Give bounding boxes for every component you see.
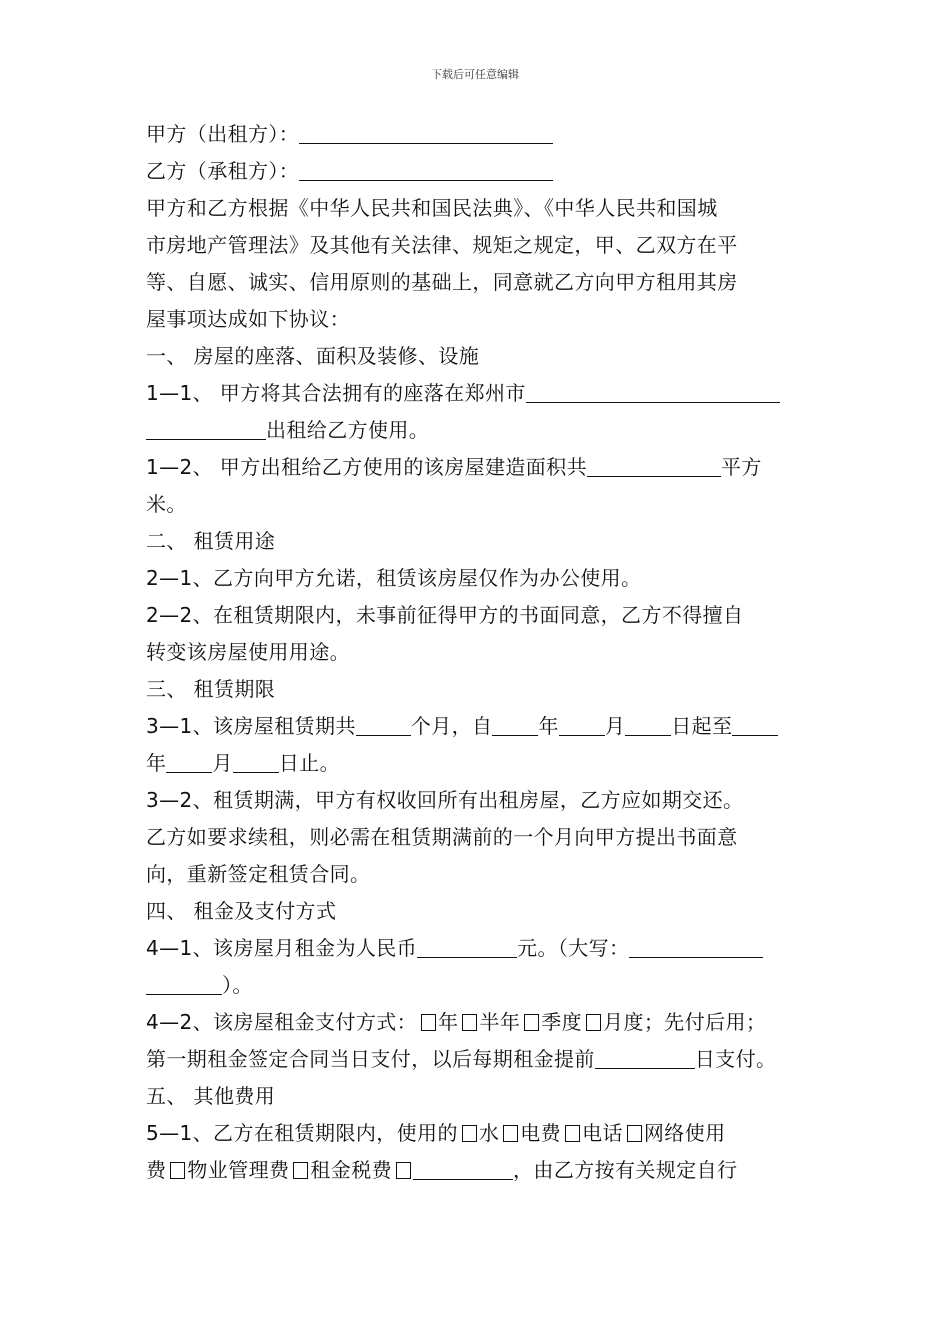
clause-4-1-line-2 bbox=[146, 967, 811, 1004]
option-quarter: 季度 bbox=[541, 1010, 583, 1034]
rent-uppercase-blank-1[interactable] bbox=[629, 935, 763, 958]
checkbox-icon[interactable] bbox=[524, 1014, 539, 1031]
months-blank[interactable] bbox=[356, 713, 411, 736]
end-year-blank[interactable] bbox=[732, 713, 778, 736]
party-a-line bbox=[146, 116, 811, 153]
rent-amount-blank[interactable] bbox=[417, 935, 517, 958]
clause-4-2-line-1 bbox=[146, 1004, 811, 1041]
checkbox-icon[interactable] bbox=[396, 1162, 411, 1179]
clause-1-2-unit: 平方 bbox=[721, 455, 762, 479]
checkbox-icon[interactable] bbox=[170, 1162, 185, 1179]
start-month-blank[interactable] bbox=[559, 713, 605, 736]
party-b-label: 乙方（承租方）： bbox=[146, 159, 300, 183]
clause-3-1-line-1 bbox=[146, 708, 811, 745]
other-fee-blank[interactable] bbox=[413, 1157, 513, 1180]
clause-1-1-line-2 bbox=[146, 412, 811, 449]
clause-3-1-line-2 bbox=[146, 745, 811, 782]
option-network: 网络使用 bbox=[643, 1121, 726, 1145]
section-5-heading: 五、 其他费用 bbox=[146, 1084, 276, 1108]
rent-uppercase-blank-2[interactable] bbox=[146, 972, 222, 995]
end-year-label: 年 bbox=[146, 751, 167, 775]
clause-1-2-line-2: 米。 bbox=[146, 492, 187, 516]
clause-5-1-line-1 bbox=[146, 1115, 811, 1152]
clause-4-1-tail: ）。 bbox=[222, 973, 253, 997]
option-month: 月度；先付后用； bbox=[603, 1010, 767, 1034]
clause-1-2-line-1 bbox=[146, 449, 811, 486]
clause-4-2-line-2 bbox=[146, 1041, 811, 1078]
end-month-label: 月 bbox=[212, 751, 233, 775]
clause-2-2-line-1: 2—2、在租赁期限内，未事前征得甲方的书面同意，乙方不得擅自 bbox=[146, 603, 744, 627]
clause-5-1-tail: ，由乙方按有关规定自行 bbox=[513, 1158, 738, 1182]
option-property-fee: 物业管理费 bbox=[187, 1158, 290, 1182]
page-header: 下载后可任意编辑 bbox=[431, 68, 519, 81]
end-day-blank[interactable] bbox=[233, 750, 279, 773]
clause-3-2-line-3: 向，重新签定租赁合同。 bbox=[146, 862, 371, 886]
preamble-line-4: 屋事项达成如下协议： bbox=[146, 307, 350, 331]
clause-1-2-text: 1—2、 甲方出租给乙方使用的该房屋建造面积共 bbox=[146, 455, 588, 479]
option-water: 水 bbox=[478, 1121, 500, 1145]
option-phone: 电话 bbox=[582, 1121, 623, 1145]
checkbox-icon[interactable] bbox=[462, 1014, 477, 1031]
clause-3-2-line-1: 3—2、租赁期满，甲方有权收回所有出租房屋，乙方应如期交还。 bbox=[146, 788, 744, 812]
advance-days-blank[interactable] bbox=[595, 1046, 695, 1069]
option-half-year: 半年 bbox=[479, 1010, 521, 1034]
party-b-blank[interactable] bbox=[299, 158, 553, 181]
month-label: 月 bbox=[604, 714, 626, 738]
option-network-tail: 费 bbox=[146, 1158, 167, 1182]
start-year-blank[interactable] bbox=[492, 713, 538, 736]
section-4-heading: 四、 租金及支付方式 bbox=[146, 899, 337, 923]
address-blank-1[interactable] bbox=[526, 380, 780, 403]
clause-5-1-text: 5—1、乙方在租赁期限内，使用的 bbox=[146, 1121, 458, 1145]
start-day-blank[interactable] bbox=[625, 713, 671, 736]
clause-4-2-text: 4—2、该房屋租金支付方式： bbox=[146, 1010, 418, 1034]
end-day-label: 日止。 bbox=[278, 751, 341, 775]
preamble-line-3: 等、自愿、诚实、信用原则的基础上，同意就乙方向甲方租用其房 bbox=[146, 270, 738, 294]
from-label: 个月，自 bbox=[410, 714, 493, 738]
clause-1-1-line-1 bbox=[146, 375, 811, 412]
preamble-line-2: 市房地产管理法》及其他有关法律、规矩之规定，甲、乙双方在平 bbox=[146, 233, 738, 257]
section-1-heading: 一、 房屋的座落、面积及装修、设施 bbox=[146, 344, 480, 368]
end-month-blank[interactable] bbox=[166, 750, 212, 773]
option-rent-tax: 租金税费 bbox=[310, 1158, 393, 1182]
checkbox-icon[interactable] bbox=[462, 1125, 477, 1142]
party-a-label: 甲方（出租方）： bbox=[146, 122, 300, 146]
section-3-heading: 三、 租赁期限 bbox=[146, 677, 276, 701]
clause-3-2-line-2: 乙方如要求续租，则必需在租赁期满前的一个月向甲方提出书面意 bbox=[146, 825, 738, 849]
clause-5-1-line-2 bbox=[146, 1152, 811, 1189]
clause-4-1-line-1 bbox=[146, 930, 811, 967]
clause-3-1-text: 3—1、该房屋租赁期共 bbox=[146, 714, 356, 738]
checkbox-icon[interactable] bbox=[627, 1125, 642, 1142]
checkbox-icon[interactable] bbox=[586, 1014, 601, 1031]
option-year: 年 bbox=[438, 1010, 459, 1034]
until-label: 日起至 bbox=[671, 714, 733, 738]
contract-body bbox=[146, 116, 811, 1189]
checkbox-icon[interactable] bbox=[421, 1014, 436, 1031]
clause-4-1-text: 4—1、该房屋月租金为人民币 bbox=[146, 936, 418, 960]
preamble-line-1: 甲方和乙方根据《中华人民共和国民法典》、《中华人民共和国城 bbox=[146, 196, 718, 220]
option-electricity: 电费 bbox=[520, 1121, 562, 1145]
checkbox-icon[interactable] bbox=[565, 1125, 580, 1142]
clause-1-1-text: 1—1、 甲方将其合法拥有的座落在郑州市 bbox=[146, 381, 526, 405]
clause-4-2-text-2: 第一期租金签定合同当日支付，以后每期租金提前 bbox=[146, 1047, 595, 1071]
checkbox-icon[interactable] bbox=[293, 1162, 308, 1179]
year-label: 年 bbox=[538, 714, 559, 738]
section-2-heading: 二、 租赁用途 bbox=[146, 529, 276, 553]
clause-1-1-tail: 出租给乙方使用。 bbox=[266, 418, 430, 442]
checkbox-icon[interactable] bbox=[503, 1125, 518, 1142]
clause-4-2-tail: 日支付。 bbox=[694, 1047, 777, 1071]
uppercase-label: 元。（大写： bbox=[517, 936, 630, 960]
address-blank-2[interactable] bbox=[146, 417, 266, 440]
party-a-blank[interactable] bbox=[299, 121, 553, 144]
party-b-line bbox=[146, 153, 811, 190]
clause-2-2-line-2: 转变该房屋使用用途。 bbox=[146, 640, 350, 664]
area-blank[interactable] bbox=[587, 454, 721, 477]
clause-2-1: 2—1、乙方向甲方允诺，租赁该房屋仅作为办公使用。 bbox=[146, 566, 642, 590]
